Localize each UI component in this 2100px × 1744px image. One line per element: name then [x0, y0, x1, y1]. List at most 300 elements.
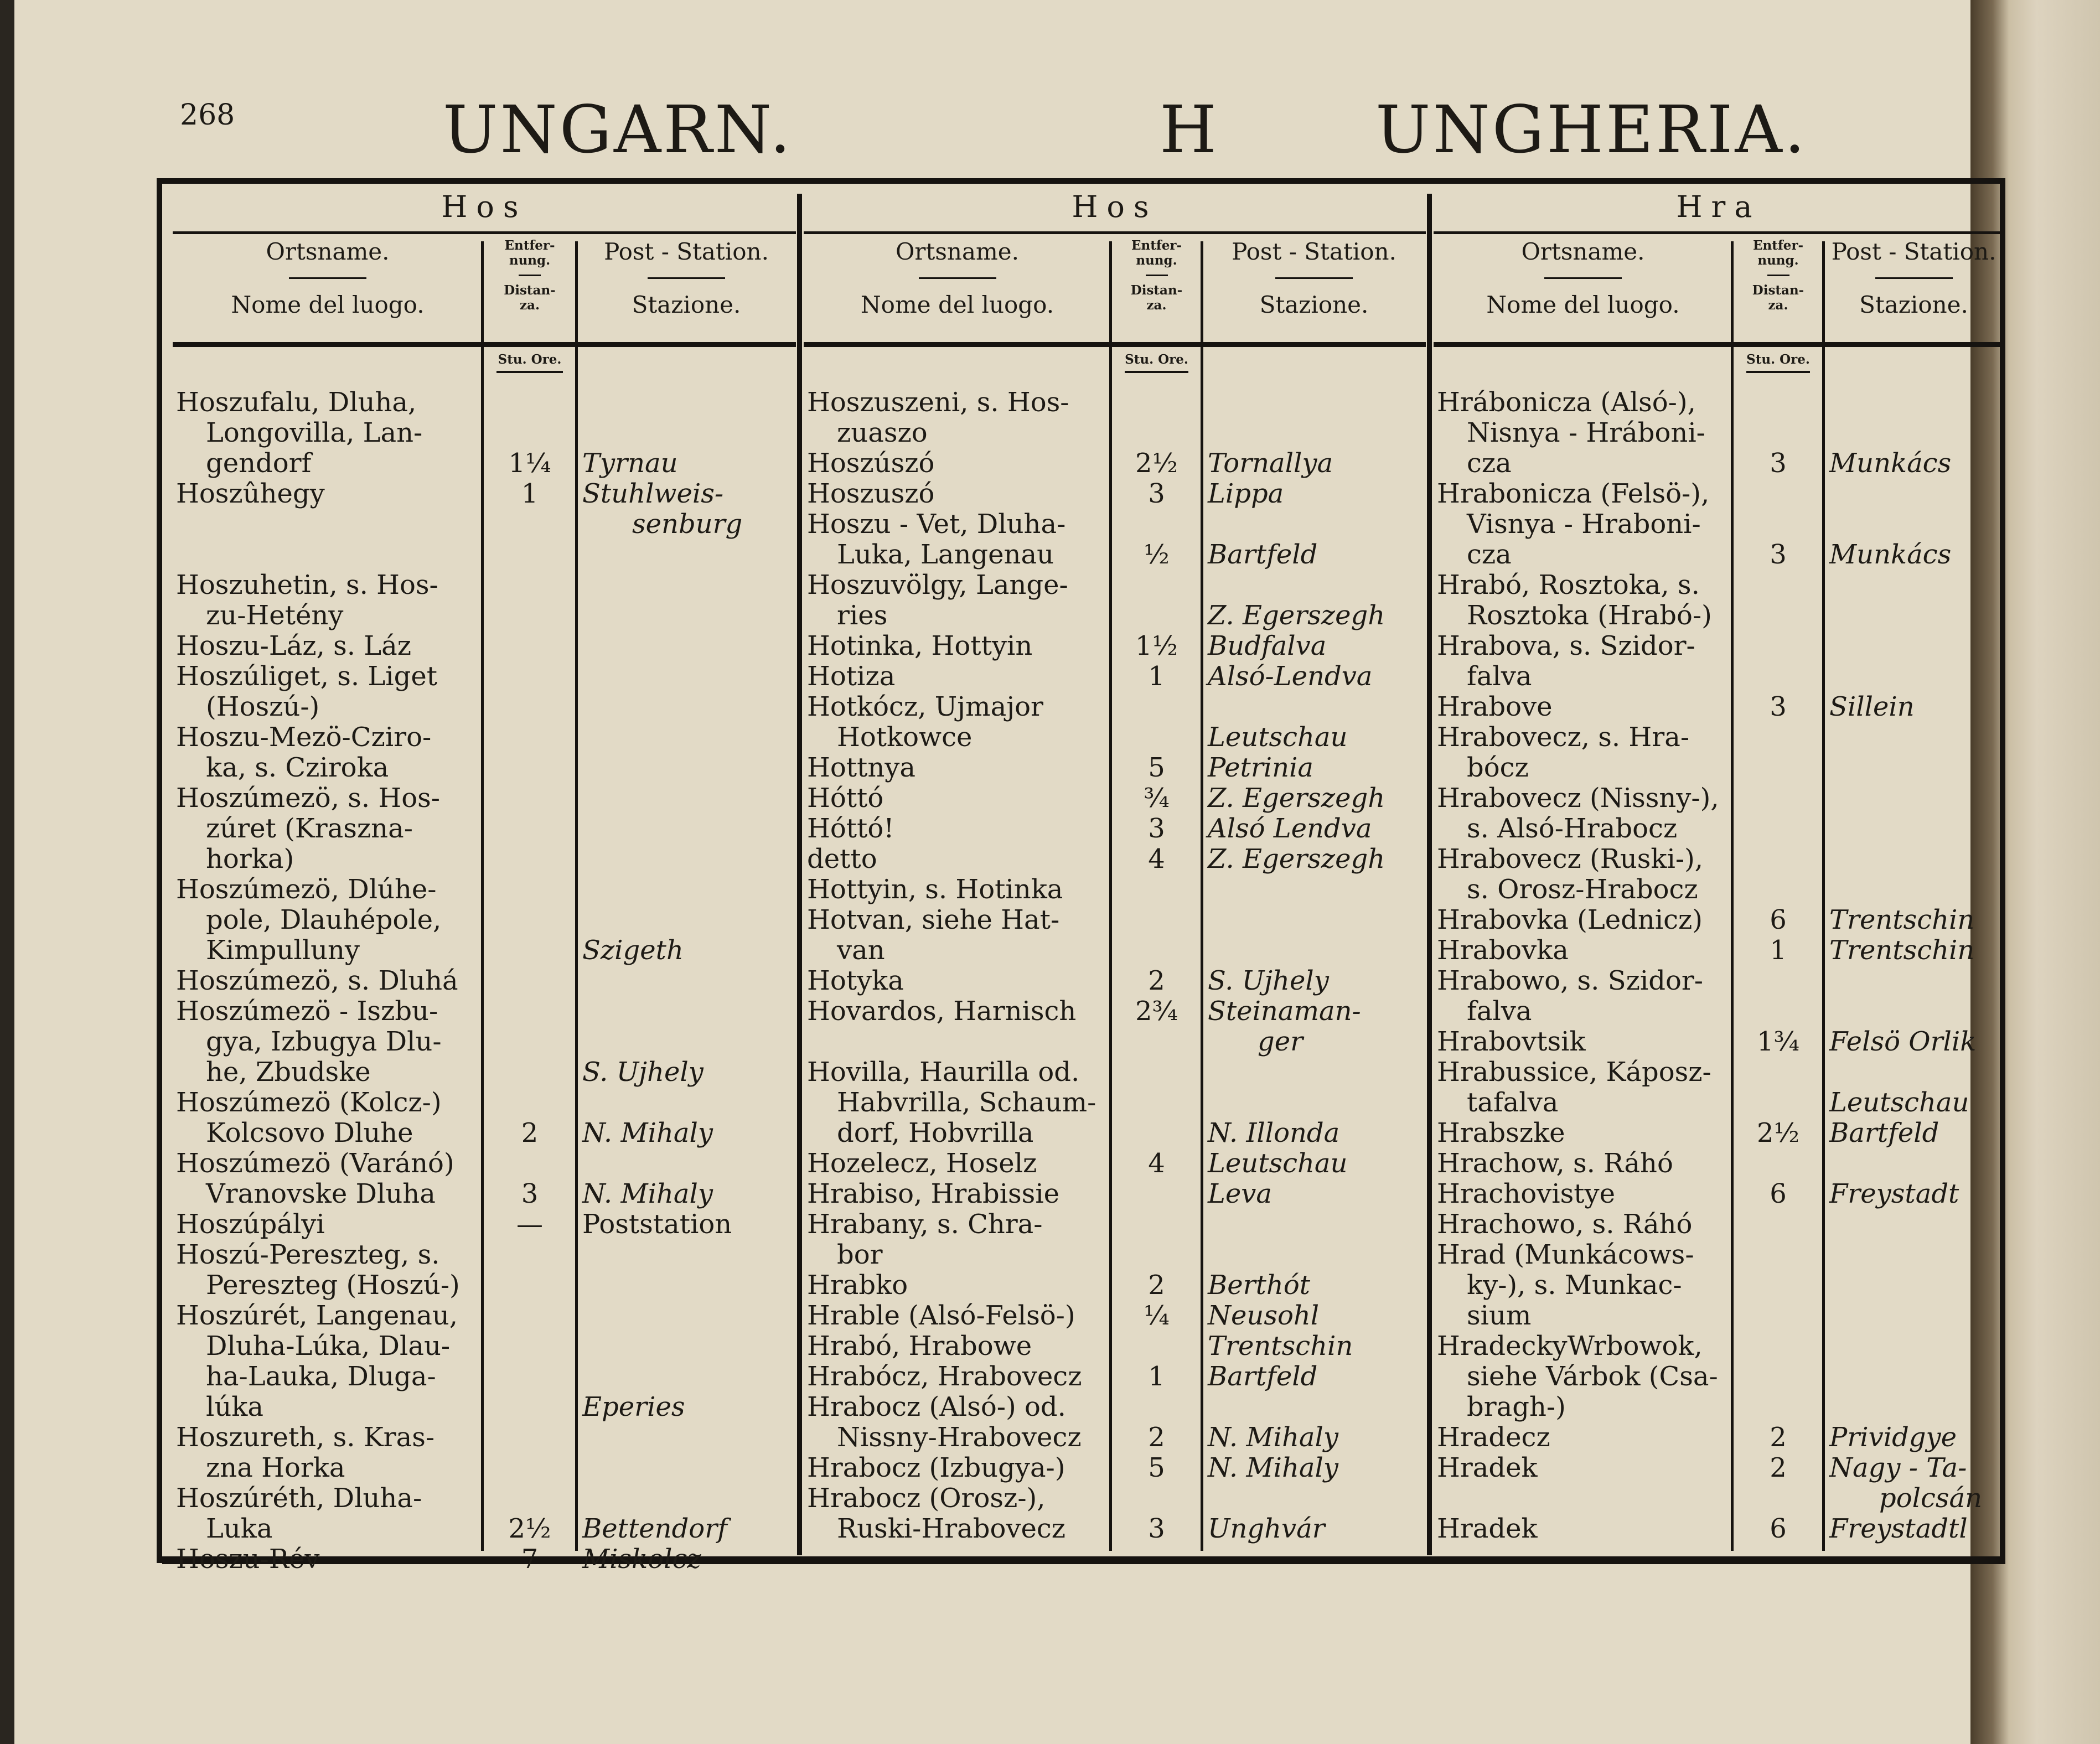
- post-station-cell: [1824, 1240, 2004, 1331]
- place-name-cell: [1434, 935, 1732, 966]
- post-station-value: Bartfeld: [1208, 539, 1318, 570]
- distance-cell: [1111, 1148, 1202, 1179]
- place-name-cell: [173, 387, 483, 479]
- place-name-line: pole, Dlauhépole,: [206, 904, 442, 935]
- group-heading: Hra: [1676, 189, 1761, 224]
- table-row: [1434, 722, 2004, 783]
- table-row: [804, 905, 1426, 966]
- post-station-value: [1829, 996, 2004, 1027]
- distance-cell: [483, 1209, 577, 1240]
- table-row: [173, 1088, 796, 1148]
- post-station-cell: [1202, 874, 1426, 905]
- post-station-cell: [577, 996, 796, 1088]
- header-rule: [1434, 342, 2004, 347]
- post-station-value: Petrinia: [1208, 752, 1314, 783]
- place-name-line: Hoszúmezö, Dlúhe-: [176, 874, 437, 905]
- post-station-cell: [1202, 1179, 1426, 1209]
- distance-value: 1: [1148, 661, 1165, 692]
- post-station-cell: [1202, 1453, 1426, 1483]
- distance-cell: [483, 874, 577, 966]
- table-row: [173, 783, 796, 874]
- unit-label-stunden: Stu. Ore.: [1746, 352, 1810, 367]
- place-name-cell: [804, 661, 1111, 692]
- post-station-value: [1829, 753, 2004, 783]
- post-station-value: [1829, 601, 2004, 631]
- post-station-cell: [1824, 966, 2004, 1027]
- distance-cell: [1111, 874, 1202, 905]
- place-name-line: Hoszufalu, Dluha,: [176, 387, 417, 418]
- post-station-value: Bartfeld: [1829, 1117, 1939, 1148]
- unit-underline: [496, 371, 563, 373]
- distance-cell: [483, 479, 577, 570]
- distance-value: 2: [1148, 1270, 1165, 1301]
- post-station-line: Stuhlweis-: [582, 478, 724, 509]
- place-name-cell: [173, 1209, 483, 1240]
- post-station-cell: [577, 661, 796, 722]
- place-name-line: Kimpulluny: [206, 935, 360, 966]
- place-name-line: Hrabocz (Alsó-) od.: [807, 1391, 1066, 1422]
- post-station-cell: [1824, 1118, 2004, 1148]
- place-name-line: Hoszureth, s. Kras-: [176, 1422, 435, 1453]
- place-name-cell: [173, 996, 483, 1088]
- distance-cell: [1732, 479, 1824, 570]
- post-station-value: [1208, 935, 1426, 966]
- post-station-value: N. Mihaly: [1208, 1422, 1338, 1453]
- table-row: [173, 1301, 796, 1422]
- place-name-cell: [173, 1301, 483, 1422]
- distance-value: 4: [1148, 843, 1165, 874]
- post-station-value: [582, 692, 796, 722]
- place-name-cell: [804, 1179, 1111, 1209]
- place-name-cell: [1434, 1514, 1732, 1544]
- distance-cell: [483, 1088, 577, 1148]
- post-station-value: [582, 966, 796, 996]
- distance-cell: [1732, 1179, 1824, 1209]
- page-number: 268: [180, 99, 235, 132]
- post-station-line: Nagy - Ta-: [1829, 1452, 1967, 1483]
- place-name-cell: [804, 1301, 1111, 1331]
- table-row: [1434, 1422, 2004, 1453]
- header-divider: [1275, 277, 1353, 279]
- post-station-value: Alsó Lendva: [1208, 813, 1372, 844]
- table-row: [1434, 1331, 2004, 1422]
- place-name-cell: [173, 874, 483, 966]
- table-row: [804, 753, 1426, 783]
- place-name-line: Hotkowce: [837, 722, 973, 753]
- post-station-value: Leutschau: [1208, 1148, 1348, 1179]
- post-station-value: N. Mihaly: [1208, 1452, 1338, 1483]
- table-row: [804, 1331, 1426, 1362]
- place-name-line: Hrabó, Hrabowe: [807, 1331, 1032, 1362]
- distance-cell: [483, 1240, 577, 1301]
- place-name-cell: [1434, 1422, 1732, 1453]
- header-divider: [519, 275, 541, 276]
- place-name-line: Hrábonicza (Alsó-),: [1437, 387, 1696, 418]
- place-name-cell: [804, 814, 1111, 844]
- place-name-line: Hoszûhegy: [176, 478, 325, 509]
- place-name-cell: [173, 661, 483, 722]
- table-row: [804, 1392, 1426, 1453]
- table-row: [173, 996, 796, 1088]
- place-name-line: ky-), s. Munkac-: [1467, 1270, 1682, 1301]
- distance-cell: [1111, 1209, 1202, 1270]
- post-station-value: Trentschin: [1208, 1331, 1353, 1362]
- distance-value: ¾: [1144, 783, 1170, 814]
- distance-cell: [483, 631, 577, 661]
- post-station-cell: [1824, 722, 2004, 783]
- place-name-cell: [804, 1270, 1111, 1301]
- place-name-line: s. Alsó-Hrabocz: [1467, 813, 1678, 844]
- place-name-cell: [804, 1331, 1111, 1362]
- distance-value: 2¾: [1135, 996, 1178, 1027]
- table-row: [173, 1209, 796, 1240]
- post-station-cell: [577, 1240, 796, 1301]
- post-station-value: Sillein: [1829, 691, 1915, 722]
- place-name-line: bor: [837, 1239, 883, 1270]
- place-name-line: Vranovske Dluha: [206, 1178, 436, 1209]
- table-row: [173, 387, 796, 479]
- header-ortsname: Ortsname.: [266, 238, 390, 265]
- post-station-cell: [577, 479, 796, 570]
- header-post-station: Post - Station.: [1831, 238, 1996, 265]
- running-title-letter: H: [1160, 91, 1217, 168]
- place-name-cell: [804, 783, 1111, 814]
- distance-cell: [483, 1483, 577, 1544]
- distance-cell: [1111, 996, 1202, 1057]
- distance-value: ¼: [1144, 1300, 1170, 1331]
- distance-value: 6: [1770, 1178, 1787, 1209]
- post-station-cell: [577, 1148, 796, 1209]
- distance-cell: [1732, 935, 1824, 966]
- post-station-cell: [577, 570, 796, 631]
- distance-cell: [1111, 1362, 1202, 1392]
- place-name-cell: [1434, 692, 1732, 722]
- place-name-line: Hottnya: [807, 752, 915, 783]
- place-name-line: Longovilla, Lan-: [206, 417, 423, 448]
- post-station-value: Freystadt: [1829, 1178, 1959, 1209]
- post-station-value: Z. Egerszegh: [1208, 843, 1385, 874]
- place-name-line: [176, 509, 483, 540]
- table-row: [804, 692, 1426, 753]
- table-row: [173, 874, 796, 966]
- place-name-cell: [173, 966, 483, 996]
- distance-cell: [1111, 1301, 1202, 1331]
- post-station-value: Felsö Orlik: [1829, 1026, 1977, 1057]
- distance-cell: [1111, 509, 1202, 570]
- post-station-value: Leutschau: [1208, 722, 1348, 753]
- column-header-distance: [1732, 238, 1824, 341]
- place-name-line: zu-Hetény: [206, 600, 344, 631]
- distance-value: 3: [1148, 813, 1165, 844]
- post-station-cell: [1202, 1148, 1426, 1179]
- place-name-line: Hotvan, siehe Hat-: [807, 904, 1060, 935]
- place-name-cell: [804, 509, 1111, 570]
- distance-cell: [1111, 905, 1202, 966]
- post-station-cell: [1202, 844, 1426, 874]
- post-station-value: Tornallya: [1208, 448, 1333, 479]
- place-name-line: Hovardos, Harnisch: [807, 996, 1077, 1027]
- post-station-value: [582, 601, 796, 631]
- distance-cell: [1111, 1270, 1202, 1301]
- table-row: [804, 1270, 1426, 1301]
- post-station-cell: [1202, 570, 1426, 631]
- distance-cell: [1111, 631, 1202, 661]
- place-name-cell: [1434, 1331, 1732, 1422]
- table-row: [173, 1483, 796, 1544]
- place-name-cell: [804, 1362, 1111, 1392]
- distance-cell: [1732, 1422, 1824, 1453]
- post-station-value: Miskolcz: [582, 1544, 701, 1575]
- place-name-line: zuaszo: [837, 417, 928, 448]
- place-name-line: gendorf: [206, 448, 312, 479]
- post-station-cell: [1824, 783, 2004, 844]
- distance-cell: [1732, 966, 1824, 1027]
- header-divider: [1875, 277, 1953, 279]
- column-header-distance: [1111, 238, 1202, 341]
- table-row: [804, 783, 1426, 814]
- distance-value: ½: [1144, 539, 1170, 570]
- distance-cell: [1111, 387, 1202, 448]
- place-name-line: [176, 540, 483, 570]
- place-name-line: Hoszúpályi: [176, 1209, 325, 1240]
- place-name-line: Pereszteg (Hoszú-): [206, 1270, 460, 1301]
- post-station-cell: [1202, 1057, 1426, 1148]
- place-name-line: ka, s. Cziroka: [206, 752, 389, 783]
- place-name-line: Hoszu-Láz, s. Láz: [176, 630, 412, 661]
- table-row: [804, 570, 1426, 631]
- distance-cell: [1732, 1057, 1824, 1118]
- place-name-line: Hoszuszó: [807, 478, 935, 509]
- distance-cell: [1732, 1209, 1824, 1240]
- table-row: [1434, 1027, 2004, 1057]
- distance-cell: [1111, 479, 1202, 509]
- post-station-value: Munkács: [1829, 539, 1952, 570]
- place-name-line: Hoszúmezö (Kolcz-): [176, 1087, 442, 1118]
- distance-value: 2: [1148, 1422, 1165, 1453]
- distance-cell: [1111, 966, 1202, 996]
- column-header-post-station: [1824, 238, 2004, 341]
- place-name-line: Hoszuvölgy, Lange-: [807, 570, 1068, 601]
- post-station-cell: [577, 1088, 796, 1148]
- table-row: [1434, 935, 2004, 966]
- place-name-line: Kolcsovo Dluhe: [206, 1117, 413, 1148]
- post-station-value: Szigeth: [582, 935, 684, 966]
- place-name-cell: [173, 1088, 483, 1148]
- distance-cell: [1111, 448, 1202, 479]
- distance-value: 3: [521, 1178, 539, 1209]
- post-station-cell: [577, 966, 796, 996]
- place-name-line: Hrabonicza (Felsö-),: [1437, 478, 1710, 509]
- header-rule: [173, 342, 796, 347]
- place-name-cell: [804, 1209, 1111, 1270]
- place-name-line: detto: [807, 843, 877, 874]
- place-name-cell: [1434, 1027, 1732, 1057]
- distance-cell: [483, 722, 577, 783]
- place-name-line: Hradecz: [1437, 1422, 1550, 1453]
- place-name-cell: [804, 479, 1111, 509]
- place-name-line: ries: [837, 600, 888, 631]
- table-row: [804, 844, 1426, 874]
- distance-value: 3: [1770, 691, 1787, 722]
- place-name-cell: [804, 874, 1111, 905]
- place-name-cell: [804, 844, 1111, 874]
- distance-cell: [483, 1422, 577, 1483]
- table-row: [804, 1057, 1426, 1148]
- post-station-cell: [1824, 631, 2004, 692]
- table-row: [1434, 631, 2004, 692]
- place-name-line: Hrabovecz (Ruski-),: [1437, 843, 1704, 874]
- place-name-cell: [1434, 1453, 1732, 1514]
- place-name-cell: [1434, 905, 1732, 935]
- place-name-line: Hrabócz, Hrabovecz: [807, 1361, 1082, 1392]
- distance-cell: [1732, 844, 1824, 905]
- gazetteer-panel-3: [1434, 188, 2004, 1555]
- place-name-line: Hotkócz, Ujmajor: [807, 691, 1043, 722]
- distance-value: 2: [1148, 965, 1165, 996]
- post-station-cell: [577, 1209, 796, 1240]
- distance-cell: [1111, 753, 1202, 783]
- place-name-line: zúret (Kraszna-: [206, 813, 413, 844]
- unit-underline: [1746, 371, 1810, 373]
- table-row: [1434, 692, 2004, 722]
- place-name-line: horka): [206, 843, 294, 874]
- post-station-cell: [1824, 1148, 2004, 1179]
- place-name-line: Hrable (Alsó-Felsö-): [807, 1300, 1075, 1331]
- place-name-line: falva: [1467, 996, 1532, 1027]
- place-name-cell: [173, 1544, 483, 1575]
- header-post-station: Post - Station.: [1232, 238, 1396, 265]
- column-header-post-station: [577, 238, 796, 341]
- place-name-cell: [804, 631, 1111, 661]
- place-name-line: Hotiza: [807, 661, 896, 692]
- place-name-line: lúka: [206, 1391, 263, 1422]
- post-station-cell: [577, 631, 796, 661]
- table-row: [804, 1209, 1426, 1270]
- header-divider: [648, 277, 725, 279]
- place-name-line: Hrabocz (Orosz-),: [807, 1483, 1046, 1514]
- distance-value: 2½: [508, 1513, 551, 1544]
- distance-cell: [483, 966, 577, 996]
- distance-value: 2½: [1135, 448, 1178, 479]
- place-name-cell: [804, 387, 1111, 448]
- table-row: [804, 1148, 1426, 1179]
- header-entfernung: Entfer- nung.: [1752, 238, 1804, 268]
- post-station-cell: [1202, 1483, 1426, 1544]
- table-row: [804, 966, 1426, 996]
- place-name-cell: [1434, 722, 1732, 783]
- place-name-line: zna Horka: [206, 1452, 345, 1483]
- post-station-cell: [1824, 479, 2004, 570]
- post-station-cell: [1202, 1209, 1426, 1270]
- post-station-value: [582, 1270, 796, 1301]
- post-station-value: N. Mihaly: [582, 1117, 713, 1148]
- place-name-cell: [804, 966, 1111, 996]
- distance-cell: [1732, 1453, 1824, 1514]
- post-station-cell: [577, 1301, 796, 1422]
- place-name-line: Habvrilla, Schaum-: [837, 1087, 1096, 1118]
- post-station-cell: [1202, 1362, 1426, 1392]
- place-name-line: Hoszúmezö - Iszbu-: [176, 996, 438, 1027]
- table-row: [804, 509, 1426, 570]
- header-ortsname: Ortsname.: [895, 238, 1020, 265]
- post-station-value: Leva: [1208, 1178, 1273, 1209]
- column-header-place-name: [1434, 238, 1732, 341]
- place-name-line: Hoszúszó: [807, 448, 935, 479]
- post-station-line: Steinaman-: [1208, 996, 1361, 1027]
- post-station-cell: [1202, 783, 1426, 814]
- post-station-value: Alsó-Lendva: [1208, 661, 1373, 692]
- post-station-value: Freystadtl: [1829, 1513, 1968, 1544]
- post-station-cell: [1202, 448, 1426, 479]
- table-row: [804, 479, 1426, 509]
- post-station-cell: [1202, 814, 1426, 844]
- distance-cell: [483, 1544, 577, 1575]
- header-ortsname: Ortsname.: [1521, 238, 1645, 265]
- header-distanza: Distan- za.: [1130, 283, 1183, 313]
- post-station-value: Berthót: [1208, 1270, 1311, 1301]
- running-title-italian: UNGHERIA.: [1375, 91, 1808, 168]
- post-station-cell: [1202, 692, 1426, 753]
- table-row: [1434, 1118, 2004, 1148]
- distance-cell: [1111, 814, 1202, 844]
- place-name-cell: [173, 1483, 483, 1544]
- place-name-line: Luka, Langenau: [837, 539, 1054, 570]
- place-name-line: Hoszúmezö, s. Dluhá: [176, 965, 458, 996]
- place-name-line: Hoszúrét, Langenau,: [176, 1300, 458, 1331]
- place-name-line: (Hoszú-): [206, 691, 320, 722]
- table-row: [1434, 783, 2004, 844]
- place-name-line: Hotinka, Hottyin: [807, 630, 1033, 661]
- place-name-line: Hoszú-Pereszteg, s.: [176, 1239, 440, 1270]
- header-entfernung: Entfer- nung.: [1131, 238, 1182, 268]
- distance-value: 2½: [1756, 1117, 1800, 1148]
- place-name-line: Rosztoka (Hrabó-): [1467, 600, 1712, 631]
- place-name-line: Hóttó!: [807, 813, 894, 844]
- place-name-line: Hoszúréth, Dluha-: [176, 1483, 422, 1514]
- post-station-value: Tyrnau: [582, 448, 678, 479]
- post-station-cell: [577, 874, 796, 966]
- place-name-line: Hrad (Munkácows-: [1437, 1239, 1694, 1270]
- place-name-cell: [173, 1148, 483, 1209]
- post-station-cell: [577, 1422, 796, 1483]
- column-header-place-name: [804, 238, 1111, 341]
- distance-value: 6: [1770, 1513, 1787, 1544]
- place-name-line: Hrabiso, Hrabissie: [807, 1178, 1060, 1209]
- place-name-line: Hozelecz, Hoselz: [807, 1148, 1037, 1179]
- place-name-cell: [1434, 783, 1732, 844]
- header-stazione: Stazione.: [1259, 291, 1369, 318]
- distance-cell: [1732, 387, 1824, 479]
- post-station-value: [582, 631, 796, 661]
- distance-cell: [483, 783, 577, 874]
- place-name-cell: [804, 1453, 1111, 1483]
- distance-cell: [1111, 844, 1202, 874]
- distance-cell: [1732, 1331, 1824, 1422]
- post-station-cell: [1824, 1331, 2004, 1422]
- distance-value: 1: [521, 478, 539, 509]
- place-name-line: Hoszúliget, s. Liget: [176, 661, 438, 692]
- table-row: [173, 1240, 796, 1301]
- post-station-cell: [1824, 1179, 2004, 1209]
- post-station-cell: [1824, 1209, 2004, 1240]
- header-divider: [1767, 275, 1789, 276]
- table-row: [1434, 1057, 2004, 1118]
- place-name-line: Hoszúmezö (Varánó): [176, 1148, 454, 1179]
- header-rule: [804, 231, 1426, 234]
- post-station-cell: [1824, 1057, 2004, 1118]
- post-station-value: Lippa: [1208, 478, 1284, 509]
- place-name-cell: [804, 570, 1111, 631]
